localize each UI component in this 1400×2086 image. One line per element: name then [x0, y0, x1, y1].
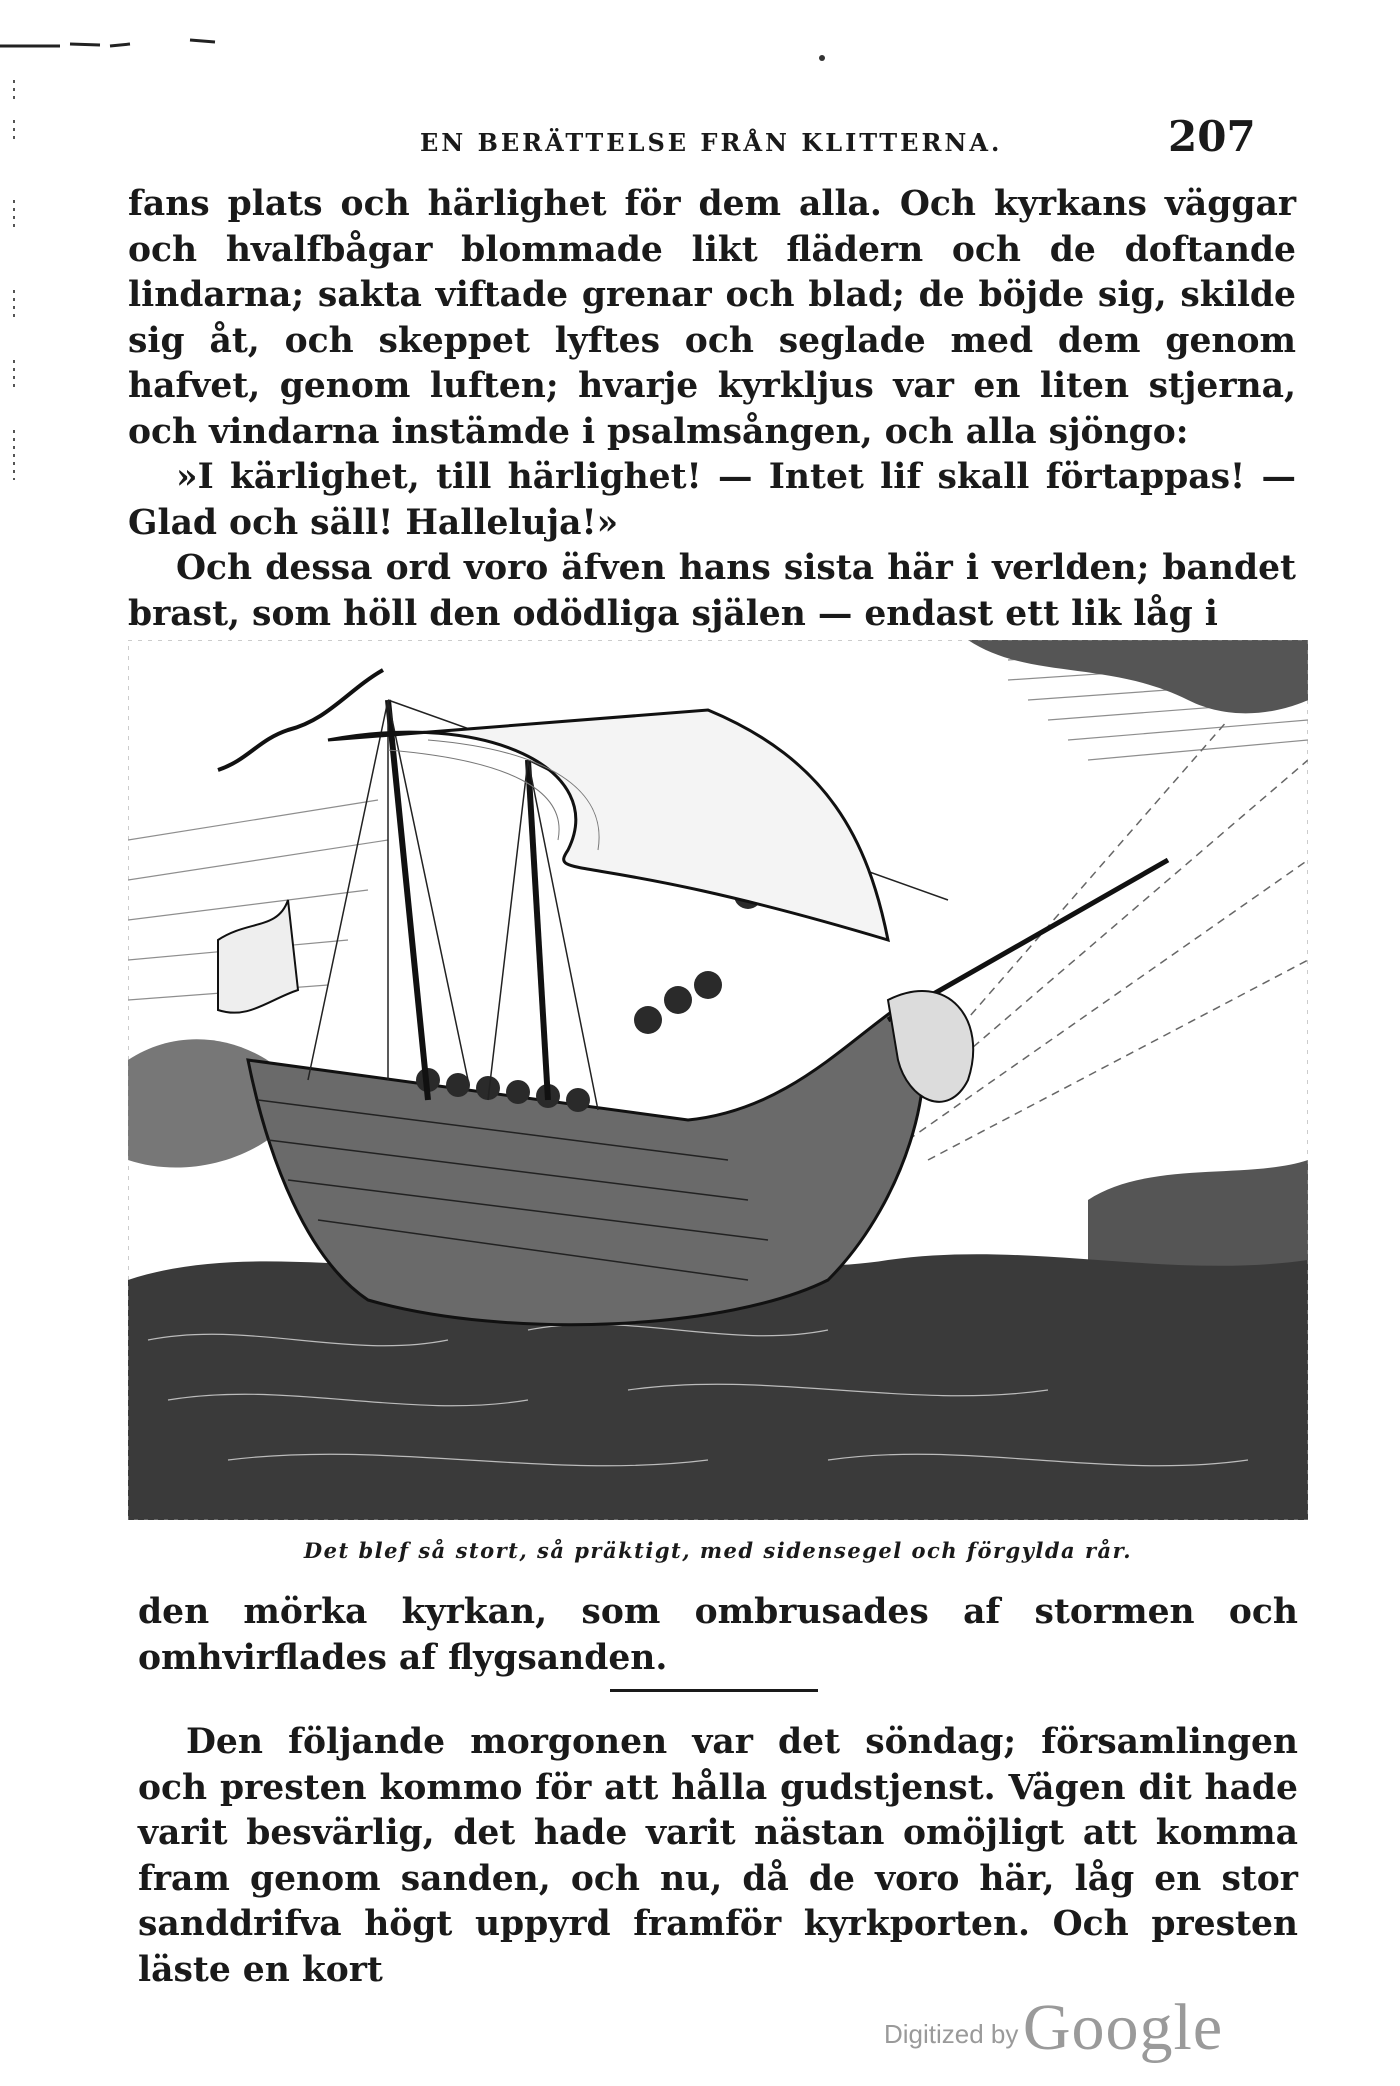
body-text-bottom — [138, 1720, 1298, 1993]
body-text-middle — [138, 1590, 1298, 1681]
main-sail — [328, 710, 888, 940]
masts — [388, 700, 548, 1100]
paragraph: Den följande morgonen var det söndag; församlingen och presten kommo för att hålla gudstjenst. Vägen dit hade varit besvärlig, det hade varit nästan omöjligt att komma fram genom sanden, och nu, då de voro här, låg en stor sanddrifva högt uppyrd framför kyrkporten. Och presten läste en kort — [138, 1722, 1298, 1990]
section-divider — [610, 1689, 818, 1692]
watermark-brand: Google — [1022, 1991, 1224, 2064]
paragraph: fans plats och härlighet för dem alla. Och kyrkans väggar och hvalfbågar blommade likt flädern och de doftande lindarna; sakta viftade grenar och blad; de böjde sig, skilde sig åt, och skeppet lyftes och seglade med dem genom hafvet, genom luften; hvarje kyrkljus var en liten stjerna, och vindarna instämde i psalmsången, och alla sjöngo: — [128, 184, 1296, 452]
paragraph: »I kärlighet, till härlighet! — Intet lif skall förtappas! — Glad och säll! Halleluja!» — [128, 457, 1296, 543]
body-text-top — [128, 182, 1296, 637]
watermark-prefix: Digitized by — [884, 2019, 1019, 2049]
stern-flag — [218, 900, 298, 1013]
passengers — [416, 866, 782, 1112]
page-number: 207 — [1168, 112, 1256, 161]
paragraph: den mörka kyrkan, som ombrusades af stormen och omhvirflades af flygsanden. — [138, 1592, 1298, 1678]
ship-engraving — [128, 640, 1308, 1520]
paragraph: Och dessa ord voro äfven hans sista här i verlden; bandet brast, som höll den odödliga själen — endast ett lik låg i — [128, 548, 1296, 634]
digitization-watermark — [884, 1990, 1223, 2066]
figure-caption: Det blef så stort, så präktigt, med sidensegel och förgylda rår. — [303, 1538, 1133, 1563]
storm-cloud — [968, 640, 1308, 713]
pennant — [218, 670, 383, 770]
running-head: EN BERÄTTELSE FRÅN KLITTERNA. — [420, 128, 1003, 157]
